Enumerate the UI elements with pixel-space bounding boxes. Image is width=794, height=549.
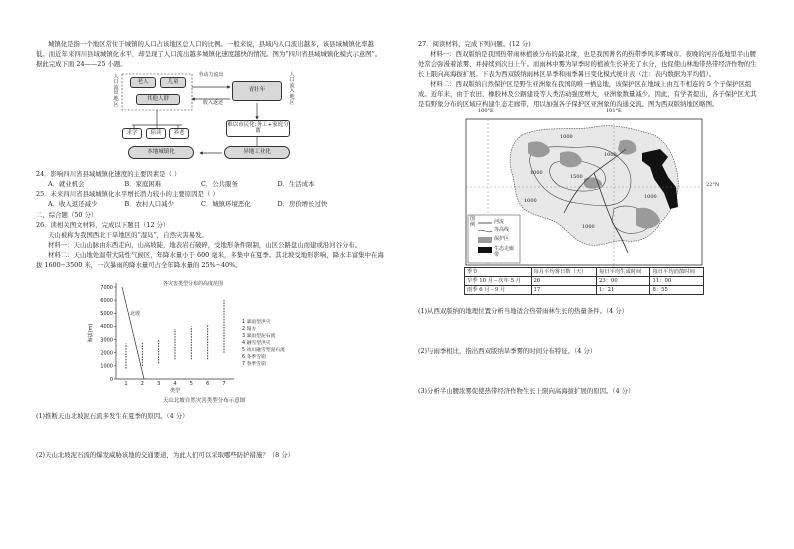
q27-2: (2)与雨季相比，指出西双版纳旱季雾的时间分布特征。（4 分）	[418, 347, 597, 356]
chart-x-label: 类型	[169, 387, 181, 394]
q25-options	[36, 200, 384, 210]
box-offsite-industrialization: 异地工业化	[224, 146, 290, 159]
contour-label-6: 1000	[582, 224, 595, 231]
q26-stem: 26．读相关图文材料，完成以下题目（12 分）	[36, 221, 170, 230]
contour-label-1: 1000	[530, 170, 543, 177]
q24-options	[36, 180, 384, 190]
box-pension: 养老	[169, 128, 189, 139]
box-accompany: 陪读	[146, 128, 166, 139]
chart-y-label: 海拔(m)	[88, 323, 94, 343]
legend-river-label: 河流	[494, 219, 505, 226]
q26-1: (1)推断天山北坡泥石流多发生在夏季的原因。（4 分）	[36, 411, 189, 420]
contour-label-5: 1000	[644, 194, 657, 201]
chart-legend-entry: 2 塌方	[242, 326, 257, 332]
box-elderly: 老人	[130, 77, 156, 88]
chart-slope-label: 北坡	[130, 310, 141, 317]
cell-season: 雨季 6 月－9 月	[465, 286, 532, 295]
cell-season: 旱季 10 月－次年 5 月	[465, 277, 532, 286]
legend-contour-label: 等高线	[494, 227, 510, 234]
q25-option-c[interactable]: C．城镇环境恶化	[201, 199, 251, 208]
outflow-region-label: 人口流出地区	[113, 73, 119, 108]
box-citizenization: 难以市民化:务工+家庭分离	[226, 120, 290, 137]
q27-material-1: 材料一：西双版纳是我国热带雨林植被分布的最北缘，也是我国著名的热带季风多雾城市。夜晚的河谷低地里半山腰处常会弥漫着浓雾，并持续到次日上午。而雨林中雾为旱季时的植被生长补充了水分，也促使山林地带热带经济作物的生长上限向高海拔扩展。下表为西双版纳雨林区旱季和雨季暑日变化模式统计表（注：表内数据为平均值）。	[418, 49, 757, 78]
q24-option-c[interactable]: C．公共服务	[201, 179, 238, 188]
legend-reserve-symbol	[478, 237, 492, 243]
q24-option-a[interactable]: A．就业机会	[48, 179, 85, 188]
urbanization-diagram	[112, 73, 302, 167]
q25-stem: 25．未来四川省县域城镇化水平增长潜力较小的主要原因是（ ）	[36, 189, 219, 198]
hazard-chart-svg	[84, 275, 324, 397]
chart-x-tick-label: 5	[189, 380, 193, 387]
chart-legend-entry: 1 暴雨型洪灾	[242, 319, 271, 325]
chart-x-tick-label: 2	[140, 380, 144, 387]
chart-x-tick-label: 1	[124, 380, 128, 387]
label-income-return: 收入返还	[202, 99, 223, 106]
q27-1: (1)从西双版纳的地理位置分析当地适合热带雨林生长的热量条件。（4 分）	[418, 307, 629, 316]
th-season: 季节	[465, 268, 532, 277]
inflow-region-label: 人口流入地区	[289, 71, 295, 106]
box-others: 其他人群	[136, 94, 180, 105]
intro-paragraph: 城镇化是指一个地区常住于城镇的人口占该地区总人口的比例。一般来说，县域内人口流出越多，该县域城镇化率越低。而近年来四川县域城镇化水平，却呈现了人口流出越多城镇化速度越快的情况。图为“四川省县域城镇化模式示意图”。据此完成下面 24——25 小题。	[36, 40, 382, 68]
label-labor-out: 劳动力流出	[198, 71, 224, 78]
xishuangbanna-map	[464, 108, 720, 267]
chart-y-tick-label: 6000	[100, 297, 113, 304]
box-children: 儿童	[160, 77, 186, 88]
hazard-range-chart	[84, 275, 324, 397]
q26-lead: 天山被称为我国西北干旱地区的“湿岛”，自然灾害易发。	[48, 231, 208, 240]
legend-reserve-label: 保护区	[494, 236, 510, 243]
chart-y-tick-label: 7000	[100, 284, 113, 291]
right-column	[418, 40, 758, 397]
chart-legend-entry: 3 暴雨型泥石流	[242, 333, 276, 339]
cell-form-time: 23：00	[596, 277, 650, 286]
chart-legend-entry: 5 冰川融雪型泥石流	[242, 347, 285, 353]
contour-label-2: 1000	[560, 134, 573, 141]
fog-table-row	[465, 277, 704, 286]
cell-dissipate-time: 11：00	[650, 277, 704, 286]
chart-y-tick-label: 5000	[100, 311, 113, 318]
box-youth: 青壮年	[232, 81, 282, 101]
legend-corridor-label: 生态走廊带	[494, 246, 515, 258]
cell-form-time: 1：21	[596, 286, 650, 295]
chart-x-tick-label: 4	[173, 380, 177, 387]
chart-x-tick-label: 7	[222, 380, 226, 387]
contour-label-3: 1000	[604, 152, 617, 159]
map-lon-101: 101°E	[606, 108, 622, 115]
map-svg	[464, 113, 704, 267]
chart-y-tick-label: 3000	[100, 337, 113, 344]
th-dissipate-time: 每日平均消散时间	[650, 268, 704, 277]
chart-legend-entry: 7 春季雪崩	[242, 361, 266, 367]
q26-material-1: 材料一：天山山脉由东西走向，山高坡陡，地表岩石破碎，受地形条件限制，山区公路盘山而建或沿河谷分布。	[48, 241, 362, 250]
section-2-heading: 二、综合题（50 分）	[36, 211, 98, 220]
q25-option-a[interactable]: A．收入返还减少	[48, 199, 98, 208]
chart-y-tick-label: 0	[109, 376, 113, 383]
q27-stem: 27．阅读材料，完成下列问题。(12 分)	[418, 40, 531, 48]
cell-fog-days: 17	[531, 286, 596, 295]
q25-option-d[interactable]: D．房价增长过快	[277, 199, 328, 208]
box-local-urbanization: 本地城镇化	[128, 146, 194, 159]
q27-3: (3)分析半山腰浓雾促使热带经济作物生长上限向高海拔扩展的原因。（4 分）	[418, 387, 635, 396]
legend-corridor-symbol	[478, 247, 492, 253]
q26-2: (2)天山北坡泥石流的爆发威胁该地的交通要道，为此人们可以采取哪些防护措施？（8 分）	[36, 451, 294, 460]
q24-stem: 24．影响四川省县域城镇化速度的主要因素是（ ）	[36, 169, 181, 178]
contour-label-4: 1500	[570, 174, 583, 181]
q25-option-b[interactable]: B．农村人口减少	[124, 199, 174, 208]
th-fog-days: 每月平均雾日数（天）	[531, 268, 596, 277]
chart-y-tick-label: 2000	[100, 350, 113, 357]
box-study: 求学	[122, 128, 142, 139]
legend-title: 图例	[470, 216, 476, 228]
fog-table-header	[465, 268, 704, 277]
chart-y-tick-label: 4000	[100, 324, 113, 331]
contour-label-7: 1000	[524, 198, 537, 205]
chart-legend-entry: 4 融雪型洪灾	[242, 340, 271, 346]
chart-legend-entry: 6 冬季雪崩	[242, 354, 266, 360]
chart-y-tick-label: 1000	[100, 363, 113, 370]
chart-caption: 天山北坡自然灾害类型分布示意图	[162, 397, 246, 404]
q27-material-2: 材料二：西双版纳自然保护区是野生亚洲象在我国的唯一栖息地，该保护区在地域上由互不相连的 5 个子保护区组成。近年来，由于农田、橡胶林及公路建设等人类活动强度增大，亚洲象数量减少。因此，有学者提出，各子保护区尤其是有野象分布的区域应构建生态走廊带，用以加强各子保护区亚洲象的沟通交流。图为西双版纳地区略图。	[418, 79, 757, 108]
q26-material-2: 材料二：天山地处温带大陆性气候区，年降水量小于 600 毫米，多集中在夏季。其北坡受地形影响，降水丰富集中在海拔 1600−3500 米，一次暴雨的降水量可占全年降水量的 25%−40%。	[36, 251, 384, 270]
fog-table-row	[465, 286, 704, 295]
map-lon-100: 100°E	[478, 108, 494, 115]
chart-x-tick-label: 6	[206, 380, 210, 387]
map-lat-22: 22°N	[706, 182, 720, 189]
cell-dissipate-time: 8：55	[650, 286, 704, 295]
chart-title: 各灾害类型分布的高度范围	[162, 280, 224, 287]
cell-fog-days: 26	[531, 277, 596, 286]
th-form-time: 每日平均生成时间	[596, 268, 650, 277]
fog-table	[464, 267, 704, 295]
q24-option-d[interactable]: D．生活成本	[277, 179, 315, 188]
chart-slope-line	[122, 287, 144, 379]
q24-option-b[interactable]: B．家庭困难	[124, 179, 162, 188]
chart-x-tick-label: 3	[157, 380, 161, 387]
left-column	[36, 40, 384, 461]
